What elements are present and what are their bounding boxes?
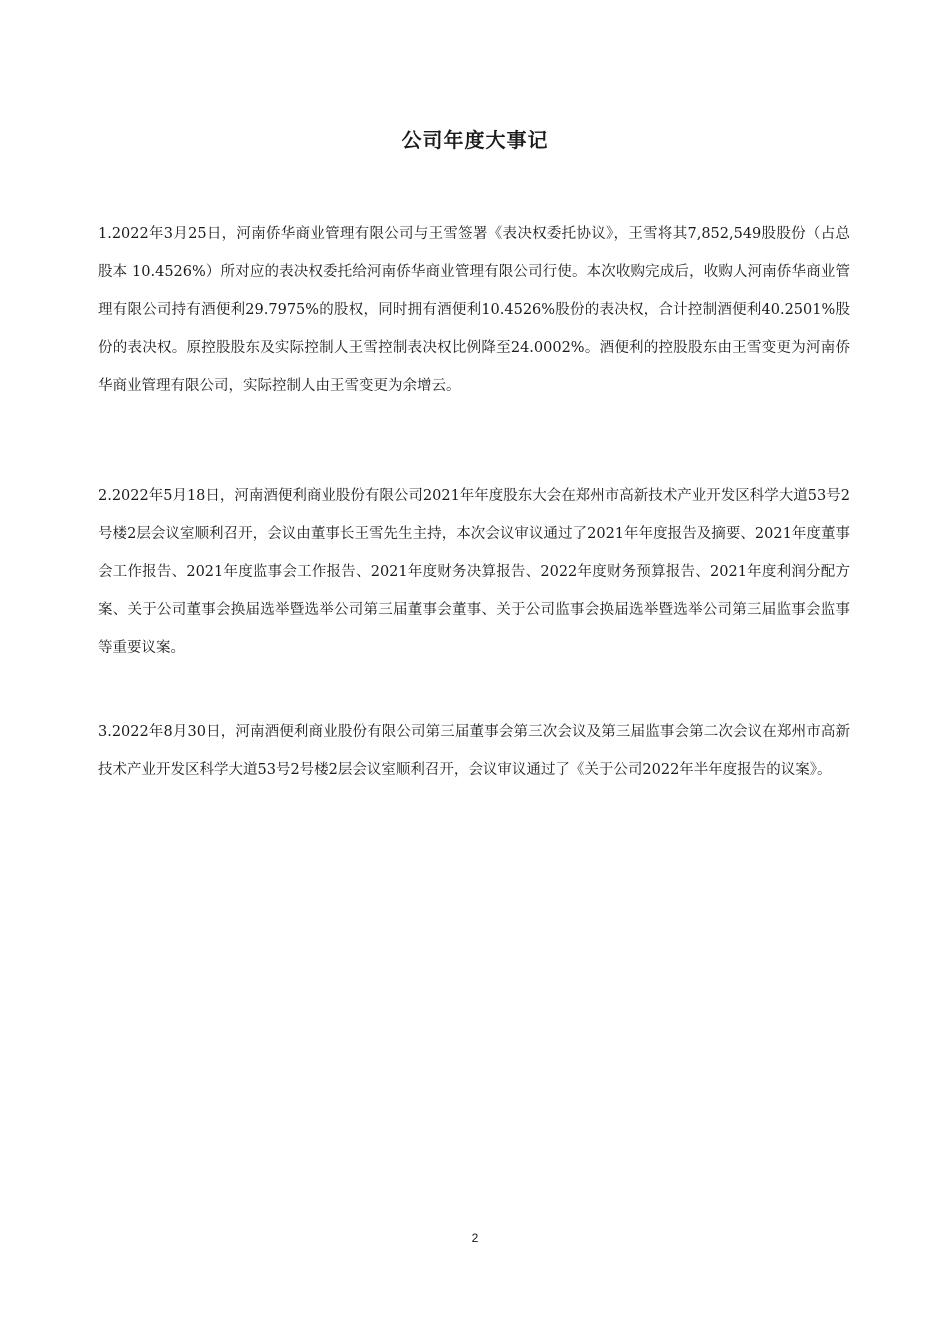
event-paragraph-2: 2.2022年5月18日，河南酒便利商业股份有限公司2021年年度股东大会在郑州市高新技术产业开发区科学大道53号2号楼2层会议室顺利召开，会议由董事长王雪先生主持，本次会议审议通过了2021年年度报告及摘要、2021年度董事会工作报告、2021年度监事会工作报告、2021年度财务决算报告、2022年度财务预算报告、2021年度利润分配方案、关于公司董事会换届选举暨选举公司第三届董事会董事、关于公司监事会换届选举暨选举公司第三届监事会监事等重要议案。 xyxy=(98,488,850,656)
page-number: 2 xyxy=(471,1231,479,1245)
page-title: 公司年度大事记 xyxy=(401,128,549,152)
event-paragraph-3: 3.2022年8月30日，河南酒便利商业股份有限公司第三届董事会第三次会议及第三届监事会第二次会议在郑州市高新技术产业开发区科学大道53号2号楼2层会议室顺利召开，会议审议通过了《关于公司2022年半年度报告的议案》。 xyxy=(98,724,850,778)
event-paragraph-1: 1.2022年3月25日，河南侨华商业管理有限公司与王雪签署《表决权委托协议》，王雪将其7,852,549股股份（占总股本 10.4526%）所对应的表决权委托给河南侨华商业管理有限公司行使。本次收购完成后，收购人河南侨华商业管理有限公司持有酒便利29.7975%的股权，同时拥有酒便利10.4526%股份的表决权，合计控制酒便利40.2501%股份的表决权。原控股股东及实际控制人王雪控制表决权比例降至24.0002%。酒便利的控股股东由王雪变更为河南侨华商业管理有限公司，实际控制人由王雪变更为余增云。 xyxy=(98,226,850,394)
